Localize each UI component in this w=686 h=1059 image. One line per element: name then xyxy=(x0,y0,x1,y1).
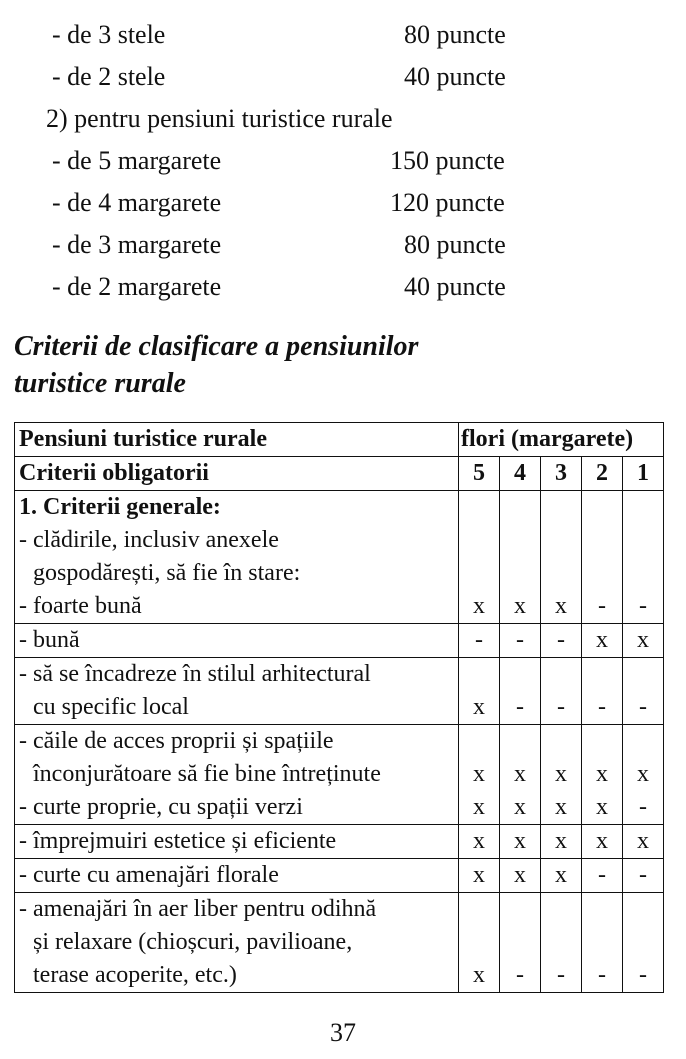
mark-cell: - xyxy=(459,624,500,658)
list-item xyxy=(52,230,532,260)
mark-cell: x xyxy=(459,893,500,993)
mark-cell: x xyxy=(500,725,541,792)
mark-cell xyxy=(541,524,582,590)
mark-cell xyxy=(459,491,500,525)
mark-cell xyxy=(582,491,623,525)
table-row xyxy=(15,524,664,590)
criterion-text xyxy=(15,491,459,525)
mark-cell: x xyxy=(500,791,541,825)
mark-cell: x xyxy=(582,825,623,859)
list-item xyxy=(52,62,532,92)
mark-cell: - xyxy=(582,590,623,624)
criterion-line: - să se încadreze în stilul arhitectural xyxy=(19,661,371,687)
table-row xyxy=(15,859,664,893)
mark-cell xyxy=(500,524,541,590)
table-row xyxy=(15,590,664,624)
mark-cell: x xyxy=(500,859,541,893)
criterion-text xyxy=(15,825,459,859)
list-item-points: 150 puncte xyxy=(390,146,505,175)
criterion-text xyxy=(15,725,459,792)
section-title-line2: turistice rurale xyxy=(14,368,186,399)
mark-cell: x xyxy=(459,825,500,859)
mark-cell: x xyxy=(623,825,664,859)
mark-cell: - xyxy=(500,893,541,993)
table-row xyxy=(15,624,664,658)
table-subheader-label: Criterii obligatorii xyxy=(15,457,459,491)
table-row xyxy=(15,725,664,792)
table-header-flowers: flori (margarete) xyxy=(459,423,664,457)
level-5: 5 xyxy=(459,457,500,491)
level-2: 2 xyxy=(582,457,623,491)
table-row xyxy=(15,658,664,725)
mark-cell: x xyxy=(541,791,582,825)
mark-cell: x xyxy=(459,658,500,725)
mark-cell: x xyxy=(623,624,664,658)
criterion-line: - căile de acces proprii și spațiile xyxy=(19,728,334,754)
level-3: 3 xyxy=(541,457,582,491)
list-item-points: 40 puncte xyxy=(404,272,506,301)
mark-cell: x xyxy=(582,624,623,658)
mark-cell: - xyxy=(500,658,541,725)
mark-cell: - xyxy=(541,658,582,725)
mark-cell: - xyxy=(582,893,623,993)
table-header-row xyxy=(15,423,664,457)
list-item xyxy=(52,20,532,50)
mark-cell: - xyxy=(582,658,623,725)
list-item-points: 40 puncte xyxy=(404,62,506,91)
criterion-line: înconjurătoare să fie bine întreținute xyxy=(33,761,381,787)
list-item-label: - de 3 stele xyxy=(52,20,166,49)
criterion-line: - bună xyxy=(19,627,80,653)
mark-cell: - xyxy=(541,893,582,993)
mark-cell xyxy=(541,491,582,525)
section-title-line1: Criterii de clasificare a pensiunilor xyxy=(14,331,419,362)
mark-cell: x xyxy=(582,725,623,792)
mark-cell: x xyxy=(459,791,500,825)
mark-cell: - xyxy=(623,859,664,893)
list-item xyxy=(52,188,532,218)
mark-cell: x xyxy=(459,590,500,624)
criterion-line: gospodărești, să fie în stare: xyxy=(33,560,301,586)
list-item-label: - de 4 margarete xyxy=(52,188,222,217)
table-header-label: Pensiuni turistice rurale xyxy=(15,423,459,457)
mark-cell: x xyxy=(459,725,500,792)
mark-cell: - xyxy=(500,624,541,658)
criterion-line: - amenajări în aer liber pentru odihnă xyxy=(19,896,377,922)
table-row xyxy=(15,791,664,825)
mark-cell xyxy=(623,524,664,590)
list-item xyxy=(52,272,532,302)
subheading: 2) pentru pensiuni turistice rurale xyxy=(46,104,393,133)
criterion-line: și relaxare (chioșcuri, pavilioane, xyxy=(33,929,353,955)
table-row xyxy=(15,893,664,993)
criterion-line: - curte cu amenajări florale xyxy=(19,862,279,888)
criterion-line: cu specific local xyxy=(33,694,189,720)
mark-cell xyxy=(459,524,500,590)
criterion-text xyxy=(15,524,459,590)
mark-cell: x xyxy=(500,825,541,859)
mark-cell xyxy=(582,524,623,590)
criterion-text xyxy=(15,658,459,725)
mark-cell: - xyxy=(541,624,582,658)
criterion-line: terase acoperite, etc.) xyxy=(33,962,237,988)
mark-cell xyxy=(623,491,664,525)
list-item-points: 80 puncte xyxy=(404,230,506,259)
mark-cell: x xyxy=(541,859,582,893)
mark-cell: - xyxy=(582,859,623,893)
criterion-line: - împrejmuiri estetice și eficiente xyxy=(19,828,337,854)
list-item xyxy=(52,146,532,176)
mark-cell: - xyxy=(623,658,664,725)
mark-cell: x xyxy=(623,725,664,792)
criterion-text xyxy=(15,859,459,893)
mark-cell: x xyxy=(500,590,541,624)
table-row xyxy=(15,491,664,525)
criterion-line: - clădirile, inclusiv anexele xyxy=(19,527,279,553)
table-subheader-row xyxy=(15,457,664,491)
level-1: 1 xyxy=(623,457,664,491)
mark-cell: - xyxy=(623,590,664,624)
mark-cell: x xyxy=(459,859,500,893)
list-item-label: - de 2 margarete xyxy=(52,272,222,301)
mark-cell: x xyxy=(541,725,582,792)
criterion-text xyxy=(15,791,459,825)
mark-cell xyxy=(500,491,541,525)
criterion-line: 1. Criterii generale: xyxy=(19,494,221,520)
mark-cell: - xyxy=(623,893,664,993)
criterion-line: - curte proprie, cu spații verzi xyxy=(19,794,303,820)
mark-cell: - xyxy=(623,791,664,825)
list-item-label: - de 3 margarete xyxy=(52,230,222,259)
criterion-text xyxy=(15,624,459,658)
table-row xyxy=(15,825,664,859)
mark-cell: x xyxy=(582,791,623,825)
list-item-label: - de 2 stele xyxy=(52,62,166,91)
criterion-text xyxy=(15,590,459,624)
mark-cell: x xyxy=(541,825,582,859)
criterion-text xyxy=(15,893,459,993)
criteria-table xyxy=(14,422,664,993)
list-item-label: - de 5 margarete xyxy=(52,146,222,175)
page-number: 37 xyxy=(330,1018,356,1047)
level-4: 4 xyxy=(500,457,541,491)
criterion-line: - foarte bună xyxy=(19,593,142,619)
mark-cell: x xyxy=(541,590,582,624)
list-item-points: 120 puncte xyxy=(390,188,505,217)
list-item-points: 80 puncte xyxy=(404,20,506,49)
